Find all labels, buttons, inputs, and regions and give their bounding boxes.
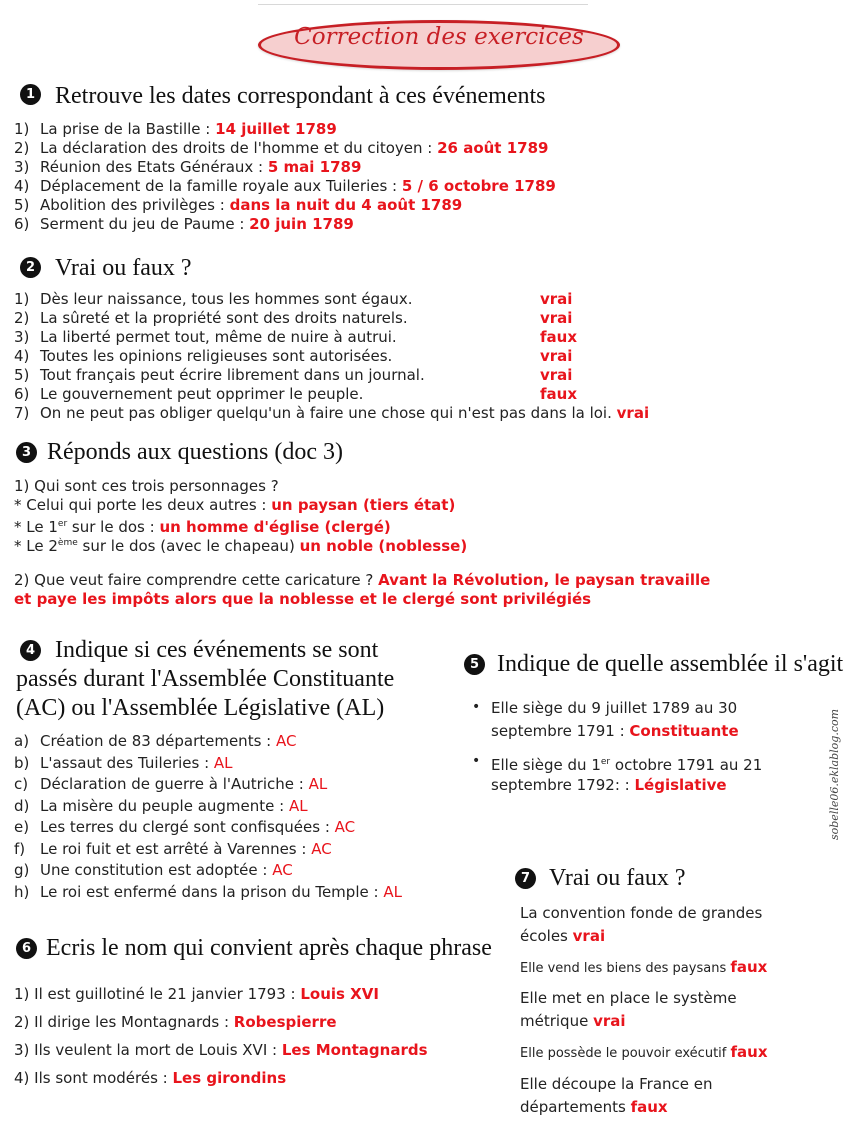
statement-label: Elle possède le pouvoir exécutif (520, 1046, 731, 1061)
item-number: 3) (14, 328, 30, 346)
statement-4 (520, 1043, 768, 1063)
date-row (14, 177, 556, 196)
item-letter: f) (14, 839, 26, 858)
sentence-text: 3) Ils veulent la mort de Louis XVI : (14, 1041, 282, 1059)
section-4-title-line-3: (AC) ou l'Assemblée Législative (AL) (16, 695, 385, 721)
question-2 (14, 571, 710, 590)
assembly-1-line-1: Elle siège du 9 juillet 1789 au 30 (491, 699, 738, 717)
name-row (14, 1069, 286, 1088)
answer-label: * Le 1 (14, 518, 58, 536)
item-number: 1) (14, 120, 30, 138)
name-row (14, 1013, 337, 1032)
event-date: 26 août 1789 (437, 139, 549, 157)
statement-label: Elle vend les biens des paysans (520, 961, 731, 976)
assembly-event-row (14, 840, 332, 859)
assembly-answer: Législative (634, 776, 727, 794)
item-number: 6) (14, 215, 30, 233)
assembly-code: AC (275, 732, 297, 750)
true-false-answer: vrai (540, 366, 573, 384)
bullet-dot: • (472, 699, 481, 715)
top-rule (258, 4, 588, 5)
item-number: 6) (14, 385, 30, 403)
statement-answer: faux (630, 1098, 668, 1116)
assembly-event-row (14, 754, 233, 773)
true-false-row (14, 366, 425, 385)
assembly-event-row (14, 775, 327, 794)
item-number: 1) (14, 290, 30, 308)
section-6-number: 6 (16, 938, 37, 959)
page-title: Correction des exercices (294, 24, 584, 50)
statement-label: départements (520, 1098, 631, 1116)
event-date: 5 mai 1789 (267, 158, 362, 176)
assembly-event-row (14, 732, 296, 751)
assembly-code: AL (288, 796, 308, 815)
assembly-answer: Constituante (629, 722, 739, 740)
statement-answer: faux (730, 1043, 768, 1061)
assembly-event-row (14, 818, 355, 837)
date-row (14, 196, 462, 215)
name-answer: Robespierre (233, 1013, 337, 1031)
statement-2 (520, 958, 767, 978)
assembly-label: septembre 1791 : (491, 722, 630, 740)
item-letter: h) (14, 882, 30, 901)
section-7-number: 7 (515, 868, 536, 889)
item-number: 2) (14, 139, 30, 157)
event-text: Réunion des Etats Généraux : (40, 158, 268, 176)
assembly-2-line-2 (491, 776, 727, 795)
statement-answer: vrai (593, 1012, 626, 1030)
section-7-title: Vrai ou faux ? (549, 865, 686, 891)
event-date: 20 juin 1789 (249, 215, 354, 233)
assembly-event-row (14, 861, 293, 880)
answer-label: * Celui qui porte les deux autres : (14, 496, 272, 514)
true-false-answer: vrai (540, 309, 573, 327)
answer-value: un paysan (tiers état) (271, 496, 456, 514)
date-row (14, 139, 548, 158)
section-3-number: 3 (16, 442, 37, 463)
event-date: dans la nuit du 4 août 1789 (229, 196, 463, 214)
event-text: Création de 83 départements : (40, 732, 276, 750)
item-letter: e) (14, 818, 30, 836)
true-false-answer: faux (540, 385, 578, 403)
true-false-answer: vrai (540, 347, 573, 365)
event-text: Le roi fuit et est arrêté à Varennes : (40, 839, 312, 858)
name-row (14, 1041, 428, 1060)
true-false-row (14, 347, 392, 366)
section-6-title: Ecris le nom qui convient après chaque phrase (46, 935, 492, 961)
section-4-title-line-1: Indique si ces événements se sont (55, 637, 379, 663)
statement-answer: faux (730, 958, 768, 976)
true-false-row (14, 404, 649, 423)
date-row (14, 120, 337, 139)
event-text: Déplacement de la famille royale aux Tuileries : (40, 177, 402, 195)
answer-continuation: et paye les impôts alors que la noblesse et le clergé sont privilégiés (14, 590, 592, 608)
answer-label: * Le 2 (14, 537, 58, 555)
assembly-code: AC (334, 818, 356, 836)
statement-text: La liberté permet tout, même de nuire à autrui. (40, 328, 397, 346)
name-answer: Louis XVI (300, 985, 379, 1003)
event-text: Une constitution est adoptée : (40, 861, 273, 879)
true-false-row (14, 328, 397, 347)
true-false-row (14, 309, 408, 328)
section-5-title: Indique de quelle assemblée il s'agit (497, 651, 844, 677)
section-1-title: Retrouve les dates correspondant à ces événements (55, 83, 546, 109)
watermark: sobelle06.eklablog.com (828, 708, 841, 840)
statement-1-line-2 (520, 927, 605, 946)
event-text: Abolition des privilèges : (40, 196, 230, 214)
item-letter: g) (14, 861, 30, 879)
answer-value: un homme d'église (clergé) (159, 518, 391, 536)
section-5-number: 5 (464, 654, 485, 675)
statement-text: La sûreté et la propriété sont des droits naturels. (40, 309, 408, 327)
sentence-text: 2) Il dirige les Montagnards : (14, 1013, 234, 1031)
section-4-title-line-2: passés durant l'Assemblée Constituante (16, 666, 395, 692)
assembly-2-line-1 (491, 753, 762, 775)
assembly-event-row (14, 883, 402, 902)
item-number: 2) (14, 309, 30, 327)
sentence-text: 1) Il est guillotiné le 21 janvier 1793 : (14, 985, 301, 1003)
event-text: L'assaut des Tuileries : (40, 753, 214, 772)
statement-answer: vrai (572, 927, 606, 945)
date-row (14, 215, 354, 234)
true-false-answer: vrai (616, 404, 650, 422)
assembly-code: AC (272, 861, 293, 879)
true-false-row (14, 385, 363, 404)
statement-text: Tout français peut écrire librement dans un journal. (40, 366, 425, 384)
superscript: ème (57, 538, 78, 548)
true-false-row (14, 290, 413, 309)
superscript: er (600, 757, 611, 767)
name-answer: Les Montagnards (281, 1041, 428, 1059)
statement-5-line-2 (520, 1098, 668, 1117)
statement-text: On ne peut pas obliger quelqu'un à faire une chose qui n'est pas dans la loi. (40, 404, 612, 422)
item-number: 5) (14, 196, 30, 214)
true-false-answer: faux (540, 328, 578, 346)
statement-text: Dès leur naissance, tous les hommes sont égaux. (40, 290, 413, 308)
item-number: 3) (14, 158, 30, 176)
event-date: 14 juillet 1789 (215, 120, 337, 138)
item-number: 4) (14, 177, 30, 195)
question-1: 1) Qui sont ces trois personnages ? (14, 477, 279, 495)
statement-label: métrique (520, 1012, 594, 1030)
event-text: La prise de la Bastille : (40, 120, 216, 138)
answer-label: sur le dos : (67, 518, 160, 536)
date-row (14, 158, 361, 177)
event-text: Le roi est enfermé dans la prison du Temple : (40, 882, 384, 901)
answer-line-1 (14, 496, 455, 515)
statement-5-line-1: Elle découpe la France en (520, 1075, 713, 1093)
assembly-code: AL (213, 753, 233, 772)
assembly-event-row (14, 797, 308, 816)
assembly-code: AC (311, 839, 332, 858)
superscript: er (57, 519, 68, 529)
assembly-1-line-2 (491, 722, 739, 741)
assembly-code: AL (308, 775, 328, 793)
section-1-number: 1 (20, 84, 41, 105)
item-letter: d) (14, 796, 30, 815)
statement-text: Toutes les opinions religieuses sont autorisées. (40, 347, 393, 365)
statement-text: Le gouvernement peut opprimer le peuple. (40, 385, 364, 403)
statement-3-line-1: Elle met en place le système (520, 989, 737, 1007)
item-number: 5) (14, 366, 30, 384)
item-letter: c) (14, 775, 29, 793)
question-label: 2) Que veut faire comprendre cette caricature ? (14, 571, 379, 589)
event-text: Serment du jeu de Paume : (40, 215, 250, 233)
answer-value: Avant la Révolution, le paysan travaille (378, 571, 711, 589)
assembly-label: septembre 1792: : (491, 776, 635, 794)
item-number: 7) (14, 404, 30, 422)
section-3-title: Réponds aux questions (doc 3) (47, 439, 343, 465)
name-answer: Les girondins (172, 1069, 287, 1087)
name-row (14, 985, 379, 1004)
item-letter: a) (14, 732, 30, 750)
section-2-title: Vrai ou faux ? (55, 255, 192, 281)
assembly-code: AL (383, 882, 402, 901)
event-text: Déclaration de guerre à l'Autriche : (40, 775, 309, 793)
assembly-label: Elle siège du 1 (491, 756, 601, 774)
true-false-answer: vrai (540, 290, 573, 308)
sentence-text: 4) Ils sont modérés : (14, 1069, 173, 1087)
bullet-dot: • (472, 753, 481, 769)
item-number: 4) (14, 347, 30, 365)
answer-value: un noble (noblesse) (299, 537, 468, 555)
statement-label: écoles (520, 927, 573, 945)
event-date: 5 / 6 octobre 1789 (401, 177, 556, 195)
statement-1-line-1: La convention fonde de grandes (520, 904, 763, 922)
item-letter: b) (14, 753, 30, 772)
answer-label: sur le dos (avec le chapeau) (77, 537, 300, 555)
statement-3-line-2 (520, 1012, 626, 1031)
section-2-number: 2 (20, 257, 41, 278)
event-text: La déclaration des droits de l'homme et du citoyen : (40, 139, 438, 157)
event-text: La misère du peuple augmente : (40, 796, 289, 815)
event-text: Les terres du clergé sont confisquées : (40, 818, 335, 836)
assembly-label: octobre 1791 au 21 (610, 756, 763, 774)
answer-line-3 (14, 534, 467, 556)
section-4-number: 4 (20, 640, 41, 661)
